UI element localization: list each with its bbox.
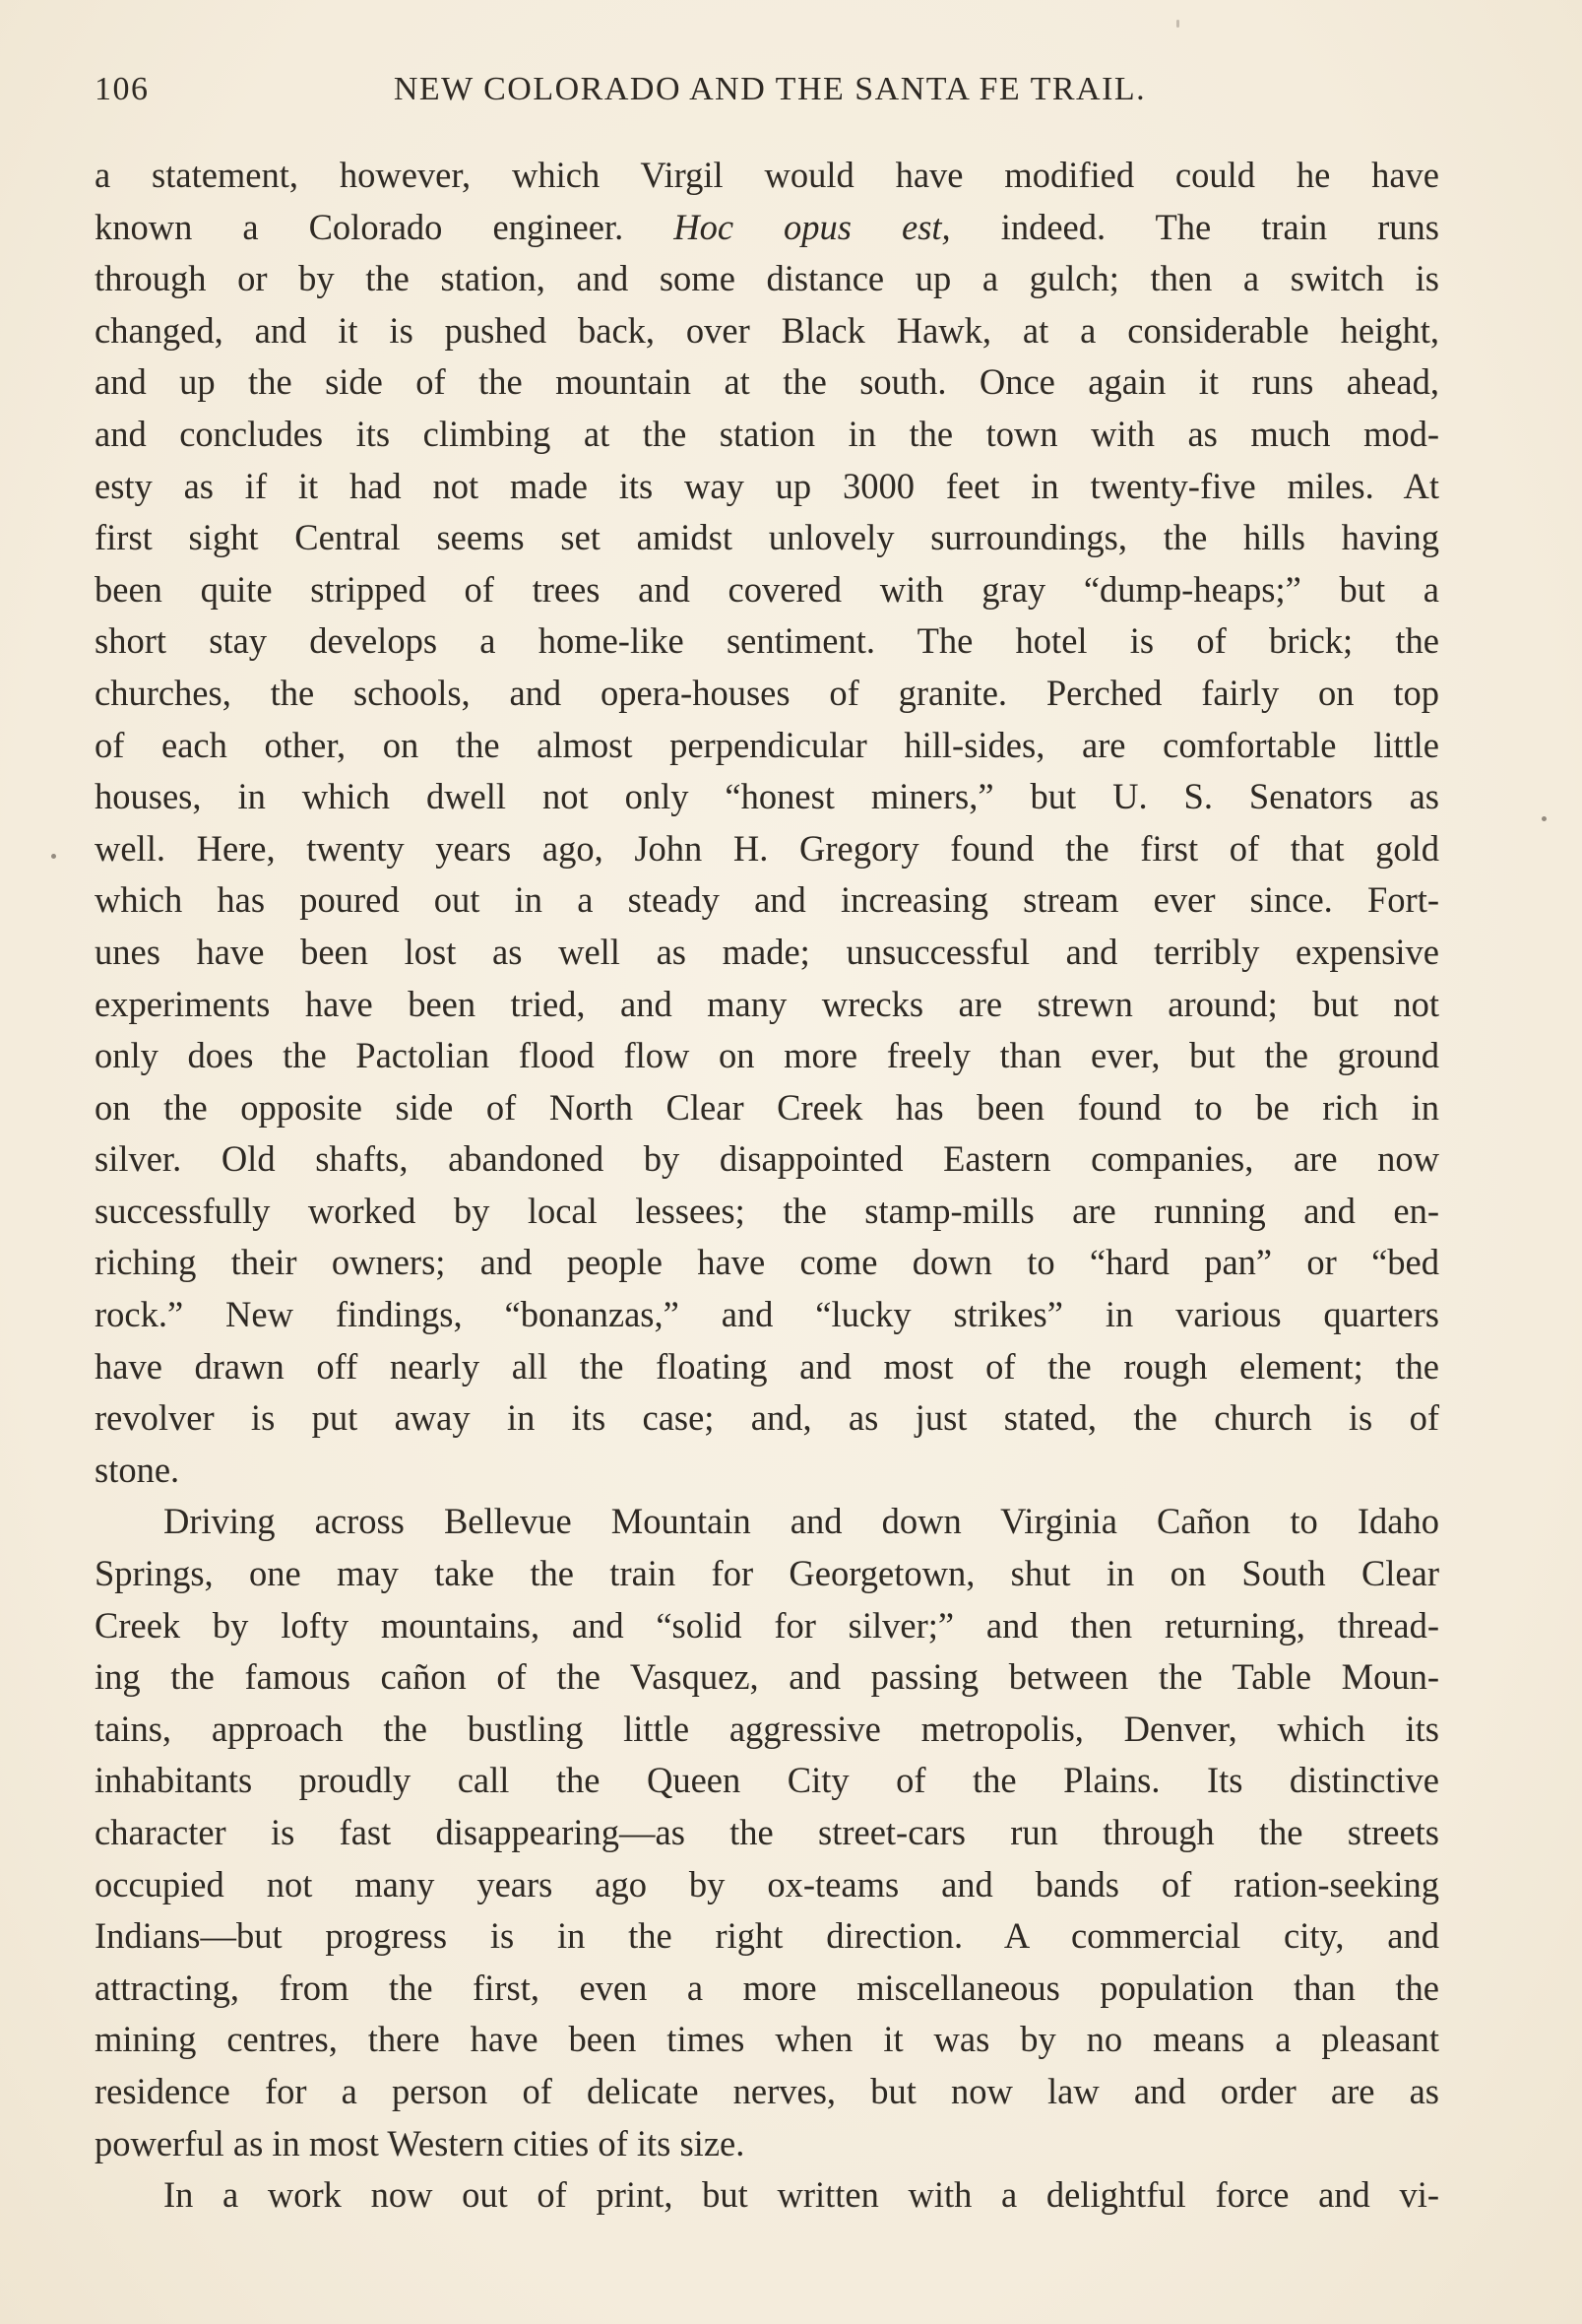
text-line: been quite stripped of trees and covered with gray “dump-heaps;” but a [95,568,1439,610]
text-line: stone. [95,1449,180,1490]
text-line: character is fast disappearing—as the street-cars run through the streets [95,1812,1439,1852]
text-line: Springs, one may take the train for Georgetown, shut in on South Clear [95,1553,1439,1594]
body-text [95,150,1439,2222]
text-segment: indeed. The train runs [950,206,1439,247]
text-line [95,202,1439,254]
text-line: Creek by lofty mountains, and “solid for silver;” and then returning, thread- [95,1604,1439,1646]
text-line: and concludes its climbing at the station in the town with as much mod- [95,413,1439,454]
text-line: of each other, on the almost perpendicular hill-sides, are comfortable little [95,724,1439,765]
text-line: well. Here, twenty years ago, John H. Gregory found the first of that gold [95,827,1439,869]
text-line: esty as if it had not made its way up 3000 feet in twenty-five miles. At [95,465,1439,506]
text-line: first sight Central seems set amidst unlovely surroundings, the hills having [95,517,1439,558]
text-line: and up the side of the mountain at the south. Once again it runs ahead, [95,361,1439,403]
text-line: churches, the schools, and opera-houses of granite. Perched fairly on top [95,672,1439,713]
text-line: residence for a person of delicate nerves, but now law and order are as [95,2070,1439,2111]
text-line: short stay develops a home-like sentiment. The hotel is of brick; the [95,620,1439,662]
text-line: In a work now out of print, but written with a delightful force and vi- [163,2174,1439,2216]
text-line: occupied not many years ago by ox-teams and bands of ration-seeking [95,1863,1439,1904]
text-line: Driving across Bellevue Mountain and down Virginia Cañon to Idaho [163,1501,1439,1542]
text-line: powerful as in most Western cities of its size. [95,2122,745,2163]
text-line: revolver is put away in its case; and, as just stated, the church is of [95,1397,1439,1439]
text-line: which has poured out in a steady and increasing stream ever since. Fort- [95,879,1439,921]
text-line: ing the famous cañon of the Vasquez, and passing between the Table Moun- [95,1656,1439,1698]
text-line: inhabitants proudly call the Queen City of the Plains. Its distinctive [95,1760,1439,1801]
text-line: through or by the station, and some distance up a gulch; then a switch is [95,258,1439,299]
text-line: unes have been lost as well as made; unsuccessful and terribly expensive [95,931,1439,972]
text-line: successfully worked by local lessees; the stamp-mills are running and en- [95,1190,1439,1231]
text-line: tains, approach the bustling little aggressive metropolis, Denver, which its [95,1708,1439,1749]
margin-speck [51,854,56,859]
italic-phrase: Hoc opus est, [673,206,951,247]
running-head [95,71,1445,120]
text-line: Indians—but progress is in the right direction. A commercial city, and [95,1915,1439,1957]
margin-speck [1542,816,1547,821]
text-line: rock.” New findings, “bonanzas,” and “lucky strikes” in various quarters [95,1294,1439,1335]
page-number: 106 [95,71,150,107]
text-line: have drawn off nearly all the floating and most of the rough element; the [95,1345,1439,1387]
text-line: changed, and it is pushed back, over Black Hawk, at a considerable height, [95,309,1439,351]
text-line: silver. Old shafts, abandoned by disappointed Eastern companies, are now [95,1138,1439,1180]
text-line: on the opposite side of North Clear Creek has been found to be rich in [95,1086,1439,1128]
text-line: only does the Pactolian flood flow on more freely than ever, but the ground [95,1035,1439,1076]
text-line: experiments have been tried, and many wrecks are strewn around; but not [95,983,1439,1024]
text-line: mining centres, there have been times when it was by no means a pleasant [95,2019,1439,2060]
running-title: NEW COLORADO AND THE SANTA FE TRAIL. [393,71,1147,107]
text-line: attracting, from the first, even a more miscellaneous population than the [95,1967,1439,2008]
text-line: a statement, however, which Virgil would have modified could he have [95,155,1439,195]
text-segment: known a Colorado engineer. [95,206,674,247]
text-line: houses, in which dwell not only “honest miners,” but U. S. Senators as [95,776,1439,817]
text-line: riching their owners; and people have come down to “hard pan” or “bed [95,1242,1439,1283]
margin-speck [1176,20,1179,28]
